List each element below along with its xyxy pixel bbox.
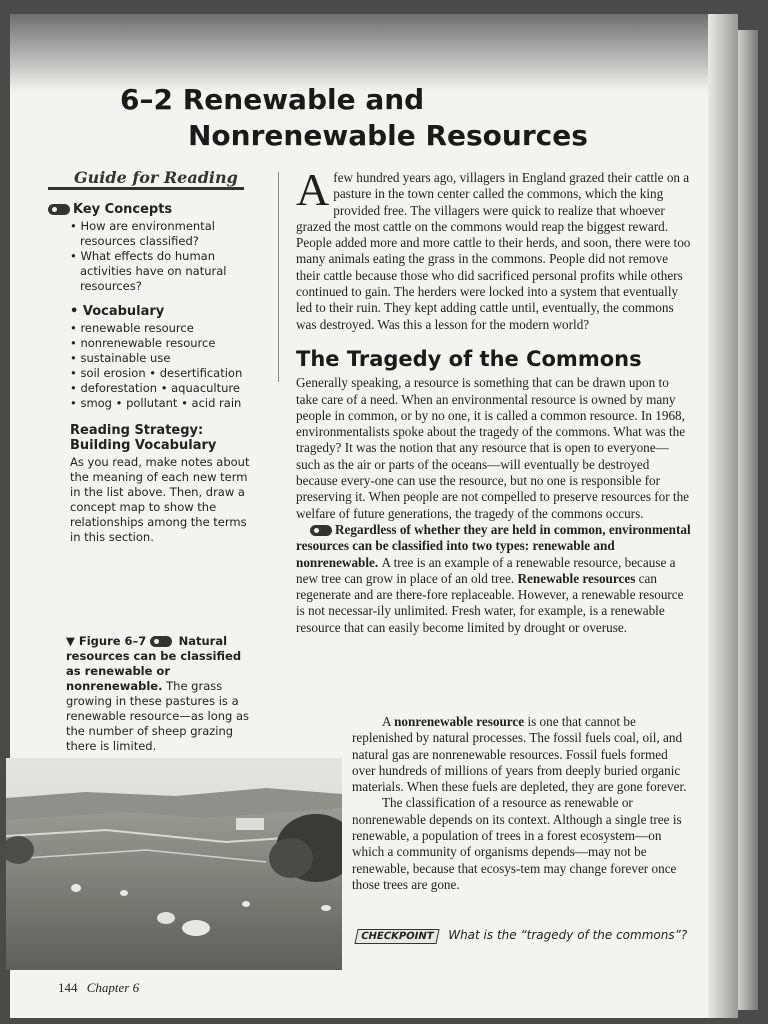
key-concepts-list [70, 219, 258, 294]
vocab-line: • deforestation • aquaculture [70, 381, 258, 396]
lower-column [352, 714, 692, 893]
key-icon [310, 525, 332, 536]
guide-for-reading-title: Guide for Reading [48, 170, 244, 190]
checkpoint-question: What is the “tragedy of the commons”? [448, 928, 688, 942]
reading-guide-sidebar [48, 170, 258, 545]
checkpoint-badge: CHECKPOINT [354, 929, 440, 944]
section-number: 6–2 [120, 83, 173, 116]
figure-caption-text: The grass growing in these pastures is a renewable resource—as long as the number of sheep grazing there is limited. [66, 679, 250, 753]
paragraph: A nonrenewable resource is one that cannot be replenished by natural processes. The fossil fuels coal, oil, and natural gas are nonrenewable resources. Fossil fuels formed over hundreds of millions of years from deeply buried organic materials. When these fuels are depleted, they are gone forever. [352, 714, 687, 795]
intro-paragraph [296, 164, 692, 333]
drop-cap: A [296, 164, 330, 215]
column-divider [278, 172, 279, 382]
vocab-line: • soil erosion • desertification [70, 366, 258, 381]
main-column [296, 164, 692, 636]
reading-strategy-block [70, 423, 258, 545]
subsection-heading: The Tragedy of the Commons [296, 346, 642, 371]
list-item: • What effects do human activities have on natural resources? [70, 249, 258, 294]
book-spine [738, 30, 758, 1010]
section-heading [120, 82, 588, 154]
vocab-line: • smog • pollutant • acid rain [70, 396, 258, 411]
list-item: • How are environmental resources classified? [70, 219, 258, 249]
key-concept-paragraph: Regardless of whether they are held in common, environmental resources can be classified into two types: renewable and nonrenewable. A tree is an example of a renewable resource, because a new tree can grow in place of an old tree. Renewable resources can regenerate and are there-fore replaceable. However, a renewable resource is not necessar-ily unlimited. Fresh water, for example, is a renewable resource that can easily become limited by drought or overuse. [296, 521, 691, 635]
chapter-label: Chapter 6 [86, 980, 140, 995]
figure-caption [66, 634, 256, 754]
vocabulary-block [70, 304, 258, 411]
vocab-term: nonrenewable resource [394, 714, 525, 729]
vocabulary-heading: • Vocabulary [70, 304, 258, 319]
pasture-photo [6, 758, 342, 970]
page-number: 144 [58, 980, 78, 995]
key-icon [48, 204, 70, 215]
reading-strategy-heading: Reading Strategy: Building Vocabulary [70, 423, 217, 453]
vocab-line: • nonrenewable resource [70, 336, 258, 351]
paragraph: The classification of a resource as renewable or nonrenewable depends on its context. Although a single tree is renewable, a population of trees in a forest ecosystem—on which a community of organisms depends—may not be renewable, because that ecosys-tem may change forever once those trees are gone. [352, 795, 682, 892]
intro-text: few hundred years ago, villagers in England grazed their cattle on a pasture in the town center called the commons, which the king provided free. The villagers were quick to realize that whoever grazed the most cattle on the commons would reap the biggest reward. People added more and more cattle to their herds, and soon, there were too many animals eating the grass in the commons. People did not remove their cattle because those who did sacrificed personal profits while others continued to gain. The herders were locked into a system that eventually led to their ruin. They kept adding cattle until, eventually, the commons was destroyed. Was this a lesson for the modern world? [296, 170, 691, 332]
paragraph: Generally speaking, a resource is something that can be drawn upon to take care of a need. When an environmental resource is owned by many people in common, or by no one, it is called a common resource. In 1968, environmentalists spoke about the tragedy of the commons. What was the tragedy? It was the notion that any resource that is open to everyone—such as the air or parts of the oceans—will eventually be destroyed because every-one can use the resource, but no one is responsible for preserving it. When people are not compelled to preserve resources for the welfare of future generations, the tragedy of the commons occurs. [296, 375, 690, 521]
reading-strategy-text: As you read, make notes about the meaning of each new term in the list above. Then, draw a concept map to show the relationships among the terms in this section. [70, 455, 250, 544]
sheep-pasture-image [6, 758, 342, 970]
heading-line-2: Nonrenewable Resources [188, 119, 588, 152]
key-concepts-heading: Key Concepts [48, 202, 258, 217]
heading-line-1: Renewable and [182, 83, 425, 116]
figure-caption-bold: Natural resources can be classified as renewable or nonrenewable. [66, 634, 242, 693]
vocab-line: • renewable resource [70, 321, 258, 336]
checkpoint-box [356, 928, 696, 944]
page-footer [58, 980, 139, 996]
page-edge-shadow [708, 14, 738, 1018]
vocab-line: • sustainable use [70, 351, 258, 366]
scan-shadow [10, 14, 738, 92]
key-icon [150, 636, 172, 647]
figure-label: ▼ Figure 6–7 [66, 634, 147, 648]
